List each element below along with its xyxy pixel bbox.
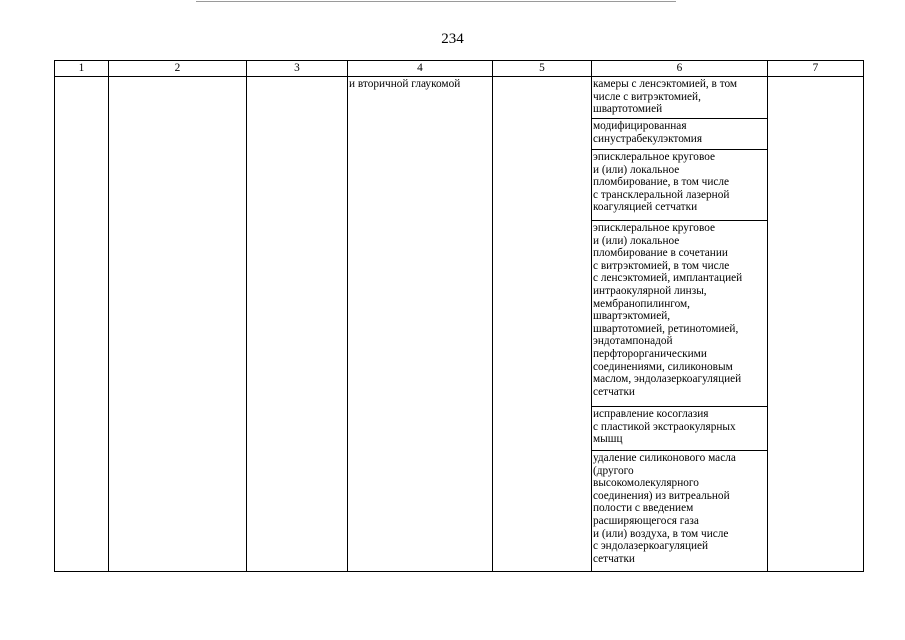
column-header-1: 1 (55, 61, 109, 77)
cell-col1 (55, 77, 109, 572)
table-row (55, 77, 864, 572)
page-number: 234 (441, 31, 464, 47)
column-header-2: 2 (109, 61, 247, 77)
col6-item: удаление силиконового масла (другого высокомолекулярного соединения) из витреальной полости с введением расширяющегося газа и (или) воздуха, в том числе с эндолазеркоагуляцией сетчатки (593, 452, 736, 565)
column-header-3: 3 (247, 61, 348, 77)
document-table (54, 60, 864, 572)
col6-item: модифицированная синустрабекулэктомия (592, 119, 767, 150)
cell-col6 (592, 77, 768, 572)
cell-col7 (768, 77, 864, 572)
column-header-4: 4 (348, 61, 493, 77)
top-rule (196, 1, 676, 2)
column-header-7: 7 (768, 61, 864, 77)
col6-item: камеры с ленсэктомией, в том числе с витрэктомией, швартотомией (592, 77, 767, 119)
col6-item: исправление косоглазия с пластикой экстраокулярных мышц (592, 407, 767, 451)
col6-stack (592, 77, 767, 571)
cell-col4 (348, 77, 493, 572)
column-header-6: 6 (592, 61, 768, 77)
cell-col5 (493, 77, 592, 572)
cell-col4-text: и вторичной глаукомой (349, 78, 461, 90)
column-header-5: 5 (493, 61, 592, 77)
col6-item: эписклеральное круговое и (или) локальное пломбирование в сочетании с витрэктомией, в том числе с ленсэктомией, имплантацией интраокулярной линзы, мембранопилингом, швартэктомией, швартотомией, ретинотомией, эндотампонадой перфторорганическими соединениями, силиконовым маслом, эндолазеркоагуляцией сетчатки (592, 221, 767, 407)
col6-item: эписклеральное круговое и (или) локальное пломбирование, в том числе с трансклеральной лазерной коагуляцией сетчатки (592, 150, 767, 221)
cell-col2 (109, 77, 247, 572)
header-row (55, 61, 864, 77)
cell-col3 (247, 77, 348, 572)
